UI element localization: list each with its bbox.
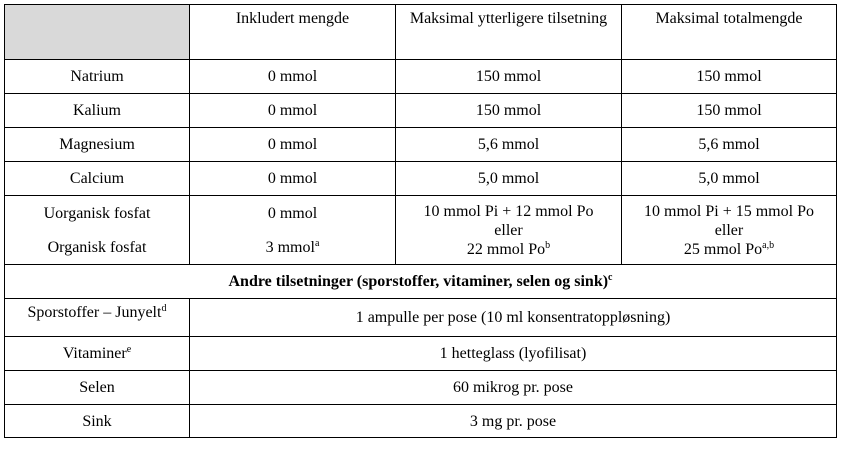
- footnote-marker: c: [608, 272, 613, 283]
- footnote-marker: a: [314, 237, 320, 249]
- phosphate-additional-cell: [396, 196, 622, 265]
- row-name: Vitaminer$^e$: [5, 337, 190, 371]
- header-additional: Maksimal ytterligere tilsetning: [396, 5, 622, 60]
- table-row: [5, 337, 837, 371]
- header-total: Maksimal totalmengde: [622, 5, 837, 60]
- row-value: 1 ampulle per pose (10 ml konsentratoppløsning): [190, 299, 837, 337]
- section-title: Andre tilsetninger (sporstoffer, vitaminer, selen og sink)$^c$: [5, 265, 837, 299]
- row-additional: 5,6 mmol: [396, 128, 622, 162]
- row-included: 0 mmol: [190, 128, 396, 162]
- table-row-inorganic-phosphate: [5, 196, 837, 231]
- row-name: Organisk fosfat: [5, 231, 190, 265]
- row-included: 0 mmol: [190, 60, 396, 94]
- table-row: [5, 162, 837, 196]
- row-total: 150 mmol: [622, 60, 837, 94]
- row-additional: 5,0 mmol: [396, 162, 622, 196]
- phosphate-total-line1: 10 mmol Pi + 15 mmol Po: [644, 202, 814, 220]
- row-total: 5,6 mmol: [622, 128, 837, 162]
- row-name: Sink: [5, 405, 190, 438]
- row-additional: 150 mmol: [396, 94, 622, 128]
- row-name: Calcium: [5, 162, 190, 196]
- phosphate-additional-line2: eller: [494, 221, 523, 239]
- row-name: Natrium: [5, 60, 190, 94]
- row-name: Sporstoffer – Junyelt$^d$: [5, 299, 190, 337]
- phosphate-additional-line3: 22 mmol Po$^b$: [466, 239, 551, 258]
- table-row: [5, 128, 837, 162]
- phosphate-total-cell: [622, 196, 837, 265]
- row-name: Kalium: [5, 94, 190, 128]
- table-row: [5, 60, 837, 94]
- row-value: 1 hetteglass (lyofilisat): [190, 337, 837, 371]
- table-row: [5, 94, 837, 128]
- row-additional: 150 mmol: [396, 60, 622, 94]
- header-included: Inkludert mengde: [190, 5, 396, 60]
- footnote-marker: e: [126, 344, 132, 355]
- row-included: 0 mmol: [190, 196, 396, 231]
- section-header-row: [5, 265, 837, 299]
- footnote-marker: b: [545, 239, 551, 251]
- phosphate-total-line2: eller: [714, 221, 744, 239]
- row-name: Uorganisk fosfat: [5, 196, 190, 231]
- row-total: 5,0 mmol: [622, 162, 837, 196]
- row-value: 60 mikrog pr. pose: [190, 371, 837, 405]
- footnote-marker: a,b: [762, 239, 775, 251]
- row-name: Selen: [5, 371, 190, 405]
- row-included: 3 mmol$^a$: [190, 231, 396, 265]
- supplement-table: [4, 4, 837, 438]
- phosphate-additional-line1: 10 mmol Pi + 12 mmol Po: [423, 202, 594, 220]
- table-row: [5, 299, 837, 337]
- row-included: 0 mmol: [190, 162, 396, 196]
- row-included: 0 mmol: [190, 94, 396, 128]
- footnote-marker: d: [161, 303, 167, 314]
- table-row: [5, 405, 837, 438]
- header-empty-cell: [5, 5, 190, 60]
- row-total: 150 mmol: [622, 94, 837, 128]
- table-row: [5, 371, 837, 405]
- header-row: [5, 5, 837, 60]
- row-name: Magnesium: [5, 128, 190, 162]
- phosphate-total-line3: 25 mmol Po$^{a,b}$: [683, 239, 775, 258]
- row-value: 3 mg pr. pose: [190, 405, 837, 438]
